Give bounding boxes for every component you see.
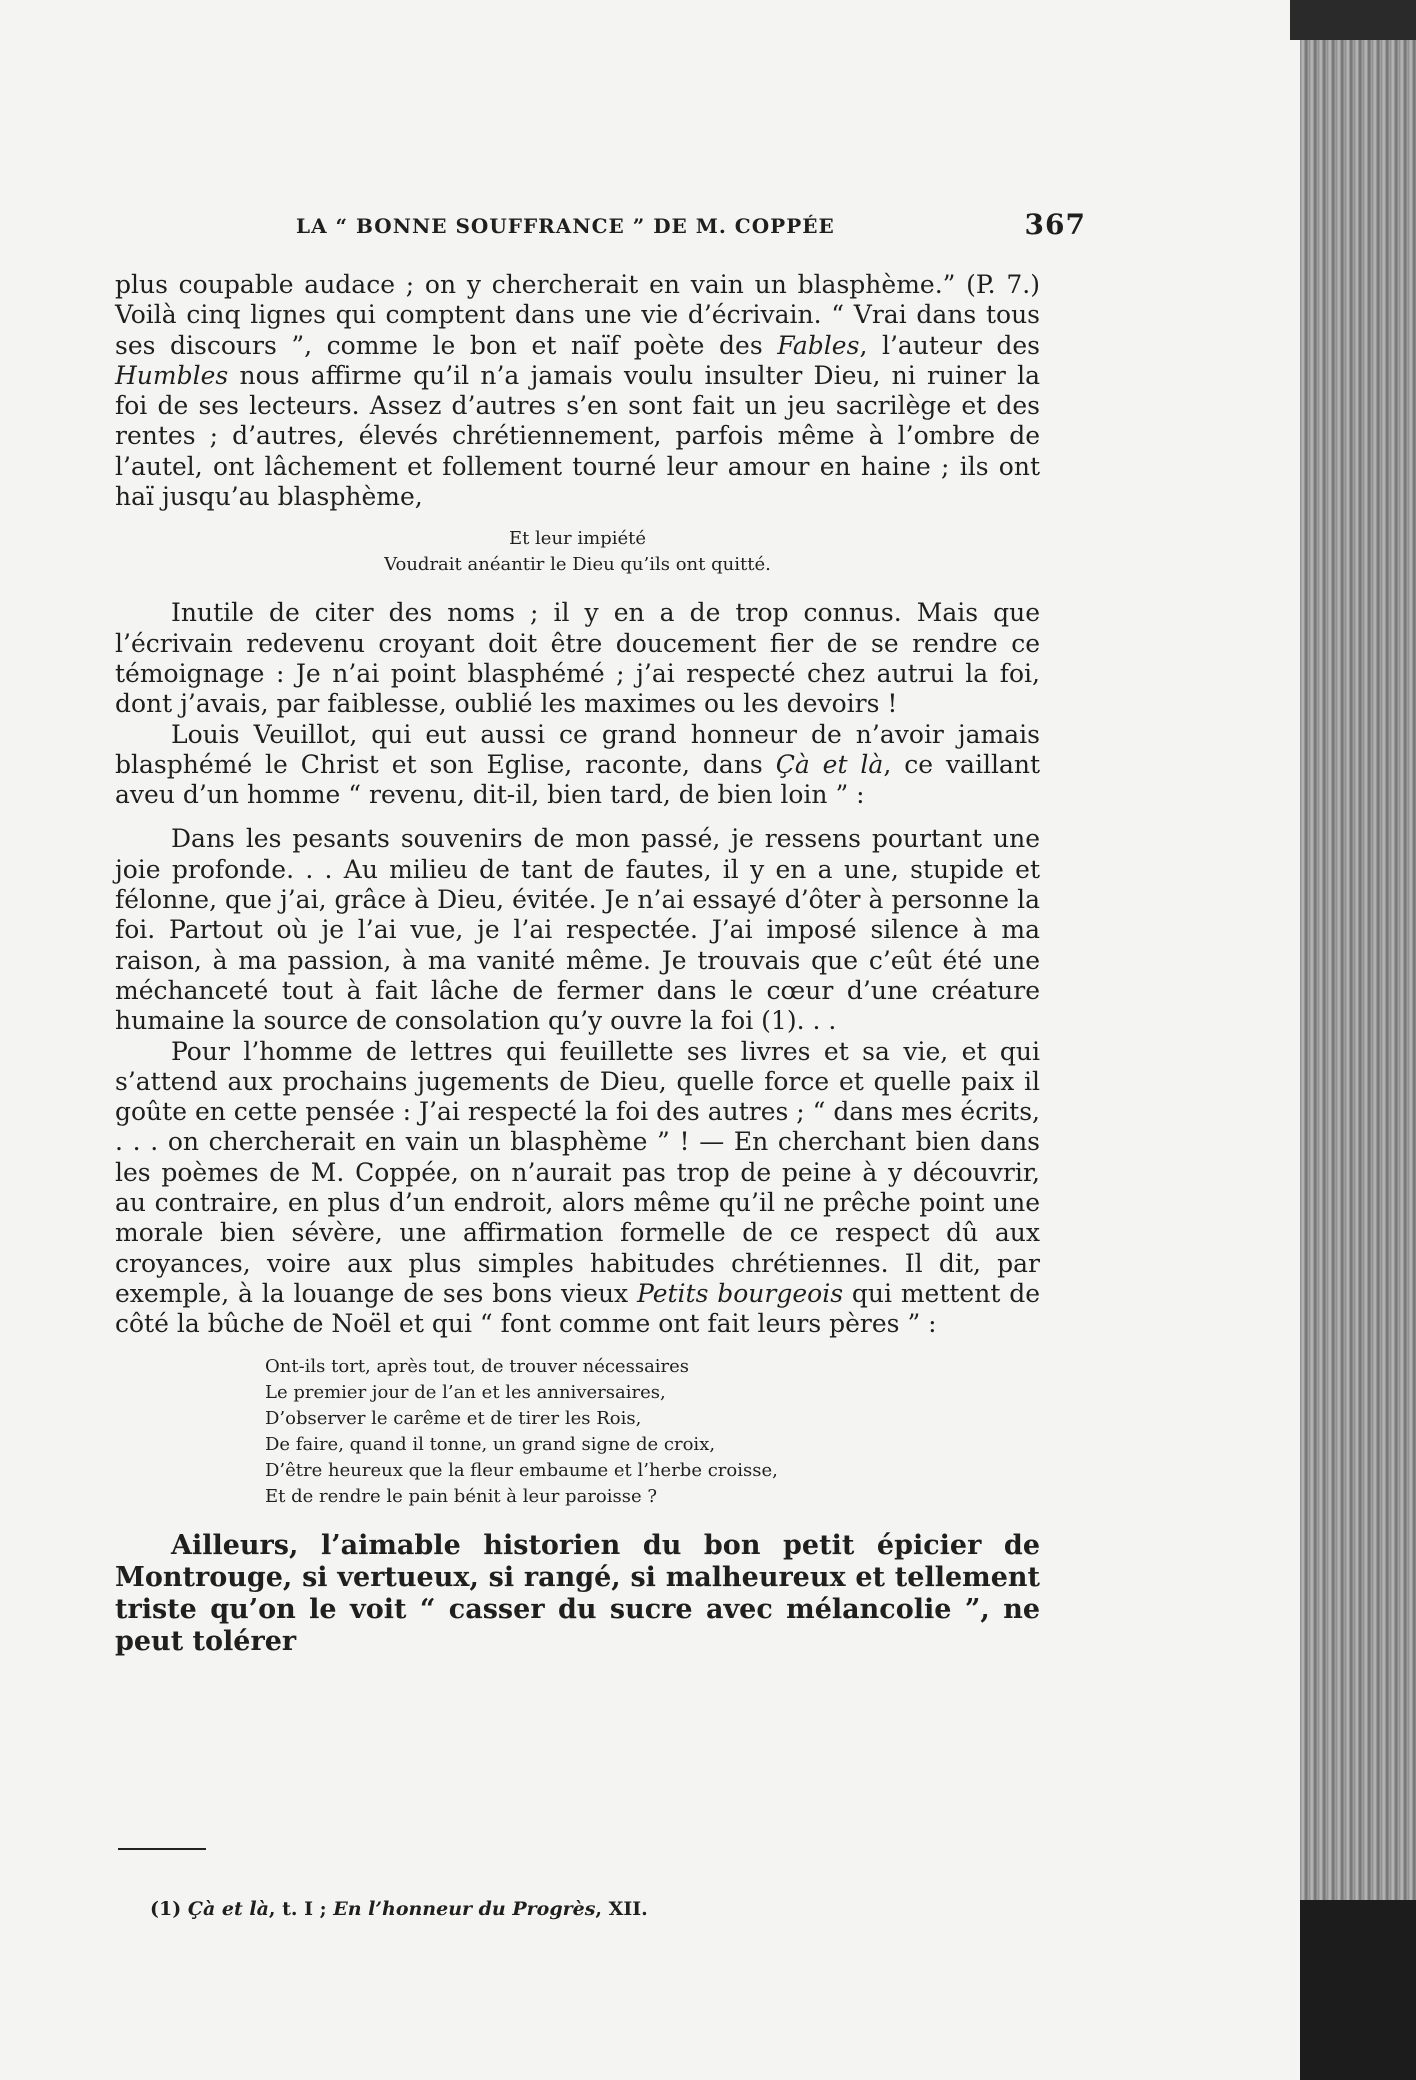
italic-text: Humbles	[115, 360, 229, 390]
verse-line: Le premier jour de l’an et les anniversaires,	[265, 1381, 666, 1403]
text-run: qui mettent de côté la bûche de Noël et qui “ font comme ont fait leurs pères ” :	[115, 1278, 1041, 1339]
text-run: Louis Veuillot, qui eut aussi ce grand honneur de n’avoir jamais blasphémé le Christ et son Eglise, raconte, dans	[115, 719, 1040, 779]
verse-line: Et leur impiété	[508, 528, 647, 550]
book-page-edges	[1300, 40, 1416, 1900]
italic-text: En l’honneur du Progrès	[333, 1898, 596, 1920]
verse-line: Ont-ils tort, après tout, de trouver nécessaires	[265, 1355, 690, 1377]
text-run: Dans les pesants souvenirs de mon passé, je ressens pourtant une joie profonde. . . Au milieu de tant de fautes, il y en a une, stupide et félonne, que j’ai, grâce à Dieu, évitée. Je n’ai essayé d’ôter à personne la foi. Partout où je l’ai vue, je l’ai respectée. J’ai imposé silence à ma raison, à ma passion, à ma vanité même. Je trouvais que c’eût été une méchanceté tout à fait lâche de fermer dans le cœur d’une créature humaine la source de consolation qu’y ouvre la foi (1). . .	[115, 824, 1040, 1036]
text-run: Inutile de citer des noms ; il y en a de trop connus. Mais que l’écrivain redevenu croyant doit être doucement fier de se rendre ce témoignage : Je n’ai point blasphémé ; j’ai respecté chez autrui la foi, dont j’avais, par faiblesse, oublié les maximes ou les devoirs !	[115, 598, 1040, 719]
verse-line: Voudrait anéantir le Dieu qu’ils ont quitté.	[384, 554, 771, 576]
text-run: , XII.	[595, 1898, 648, 1920]
quotation-veuillot	[115, 824, 1040, 1036]
verse-quote-2	[115, 1354, 1040, 1510]
paragraph-5	[115, 1037, 1040, 1340]
paragraph-2	[115, 598, 1040, 719]
paragraph-3	[115, 720, 1040, 811]
italic-text: Çà et là	[187, 1898, 269, 1920]
running-title: LA “ BONNE SOUFFRANCE ” DE M. COPPÉE	[296, 214, 835, 238]
text-run: , l’auteur des	[859, 330, 1040, 360]
page-body	[115, 270, 1040, 1658]
book-edge-top	[1290, 0, 1416, 40]
text-run: Ailleurs, l’aimable historien du bon petit épicier de Montrouge, si vertueux, si rangé, si malheureux et tellement triste qu’on le voit “ casser du sucre avec mélancolie ”, ne peut tolérer	[115, 1529, 1040, 1657]
italic-text: Çà et là	[775, 749, 884, 779]
paragraph-6	[115, 1530, 1040, 1658]
text-run: nous affirme qu’il n’a jamais voulu insulter Dieu, ni ruiner la foi de ses lecteurs. Assez d’autres s’en sont fait un jeu sacrilège et des rentes ; d’autres, élevés chrétiennement, parfois même à l’ombre de l’autel, ont lâchement et follement tourné leur amour en haine ; ils ont haï jusqu’au blasphème,	[115, 360, 1040, 512]
text-run: plus coupable audace ; on y chercherait en vain un blasphème.” (P. 7.) Voilà cinq lignes qui comptent dans une vie d’écrivain. “ Vrai dans tous ses discours ”, comme le bon et naïf poète des	[115, 270, 1040, 360]
text-run: Pour l’homme de lettres qui feuillette ses livres et sa vie, et qui s’attend aux prochains jugements de Dieu, quelle force et quelle paix il goûte en cette pensée : J’ai respecté la foi des autres ; “ dans mes écrits, . . . on chercherait en vain un blasphème ” ! — En cherchant bien dans les poèmes de M. Coppée, on n’aurait pas trop de peine à y découvrir, au contraire, en plus d’un endroit, alors même qu’il ne prêche point une morale bien sévère, une affirmation formelle de ce respect dû aux croyances, voire aux plus simples habitudes chrétiennes. Il dit, par exemple, à la louange de ses bons vieux	[115, 1036, 1040, 1308]
verse-line: D’observer le carême et de tirer les Rois,	[265, 1407, 642, 1429]
verse-line: D’être heureux que la fleur embaume et l’herbe croisse,	[265, 1459, 778, 1481]
text-run: (1)	[150, 1898, 188, 1920]
footnote-rule	[118, 1848, 206, 1850]
italic-text: Fables	[777, 330, 860, 360]
paragraph-1	[115, 270, 1040, 512]
verse-line: De faire, quand il tonne, un grand signe de croix,	[265, 1433, 716, 1455]
text-run: , t. I ;	[268, 1898, 334, 1920]
verse-quote-1	[115, 526, 1040, 578]
footnote	[150, 1898, 1050, 1920]
verse-line: Et de rendre le pain bénit à leur paroisse ?	[265, 1485, 658, 1507]
page-number: 367	[1024, 208, 1086, 241]
text-run: , ce vaillant aveu d’un homme “ revenu, dit-il, bien tard, de bien loin ” :	[115, 749, 1040, 810]
italic-text: Petits bourgeois	[637, 1278, 844, 1308]
